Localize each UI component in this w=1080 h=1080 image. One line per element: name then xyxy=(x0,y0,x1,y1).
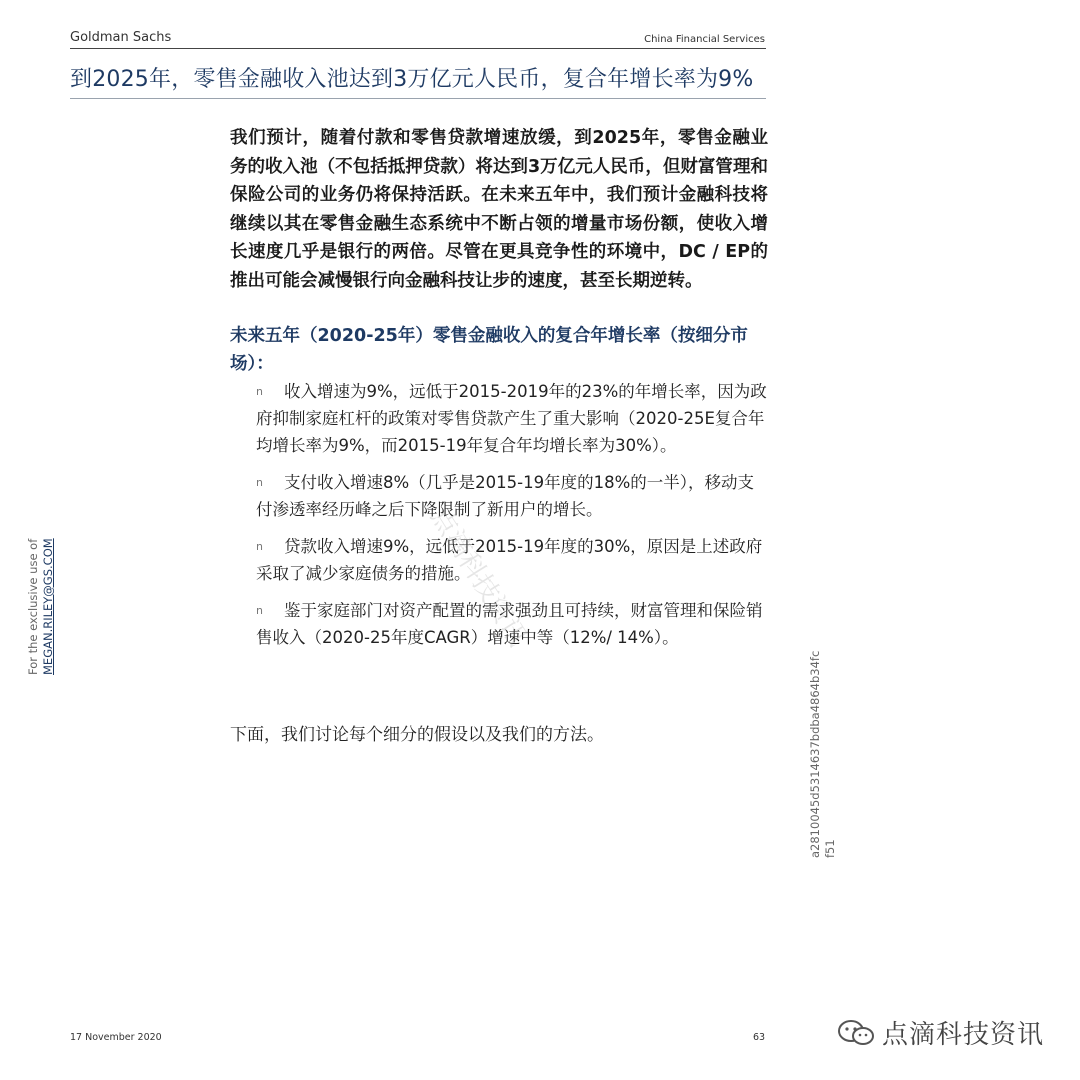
sub-heading: 未来五年（2020-25年）零售金融收入的复合年增长率（按细分市场）： xyxy=(230,326,748,374)
hash-line-1: a2810045d5314637bdba4864b34fc xyxy=(808,650,822,858)
brand-name: Goldman Sachs xyxy=(70,30,172,45)
bullet-text: 贷款收入增速9%，远低于2015-19年度的30%，原因是上述政府采取了减少家庭债务的措施。 xyxy=(256,537,763,583)
header-rule xyxy=(70,48,766,49)
bullet-text: 鉴于家庭部门对资产配置的需求强劲且可持续，财富管理和保险销售收入（2020-25年度CAGR）增速中等（12%/ 14%）。 xyxy=(256,601,763,647)
recipient-email-link[interactable]: MEGAN.RILEY@GS.COM xyxy=(41,538,55,675)
footer-date: 17 November 2020 xyxy=(70,1032,162,1043)
watermark: 点滴科技资讯 xyxy=(424,503,533,652)
section-name: China Financial Services xyxy=(644,34,765,45)
bullet-marker: n xyxy=(256,604,263,617)
bullet-marker: n xyxy=(256,385,263,398)
corner-label: 点滴科技资讯 xyxy=(881,1020,1044,1050)
list-item xyxy=(256,469,768,523)
title-rule xyxy=(70,98,766,99)
bullet-marker: n xyxy=(256,540,263,553)
list-item xyxy=(256,533,768,587)
wechat-icon xyxy=(836,1018,876,1048)
exclusive-use-label: For the exclusive use of xyxy=(26,538,40,675)
document-hash xyxy=(808,651,838,858)
page-title: 到2025年，零售金融收入池达到3万亿元人民币，复合年增长率为9% xyxy=(70,67,754,92)
list-item xyxy=(256,378,768,459)
bullet-marker: n xyxy=(256,476,263,489)
bullet-text: 支付收入增速8%（几乎是2015-19年度的18%的一半），移动支付渗透率经历峰之后下降限制了新用户的增长。 xyxy=(256,473,755,519)
exclusive-use-notice xyxy=(26,538,56,675)
hash-line-2: f51 xyxy=(823,839,837,858)
page-number: 63 xyxy=(753,1032,766,1043)
bullet-text: 收入增速为9%，远低于2015-2019年的23%的年增长率，因为政府抑制家庭杠杆的政策对零售贷款产生了重大影响（2020-25E复合年均增长率为9%，而2015-19年复合年均增长率为30%）。 xyxy=(256,382,767,455)
intro-paragraph: 我们预计，随着付款和零售贷款增速放缓，到2025年，零售金融业务的收入池（不包括抵押贷款）将达到3万亿元人民币，但财富管理和保险公司的业务仍将保持活跃。在未来五年中，我们预计金融科技将继续以其在零售金融生态系统中不断占领的增量市场份额，使收入增长速度几乎是银行的两倍。尽管在更具竞争性的环境中，DC / EP的推出可能会减慢银行向金融科技让步的速度，甚至长期逆转。 xyxy=(230,128,768,291)
outro-paragraph: 下面，我们讨论每个细分的假设以及我们的方法。 xyxy=(230,725,604,745)
corner-badge xyxy=(836,1014,1044,1051)
